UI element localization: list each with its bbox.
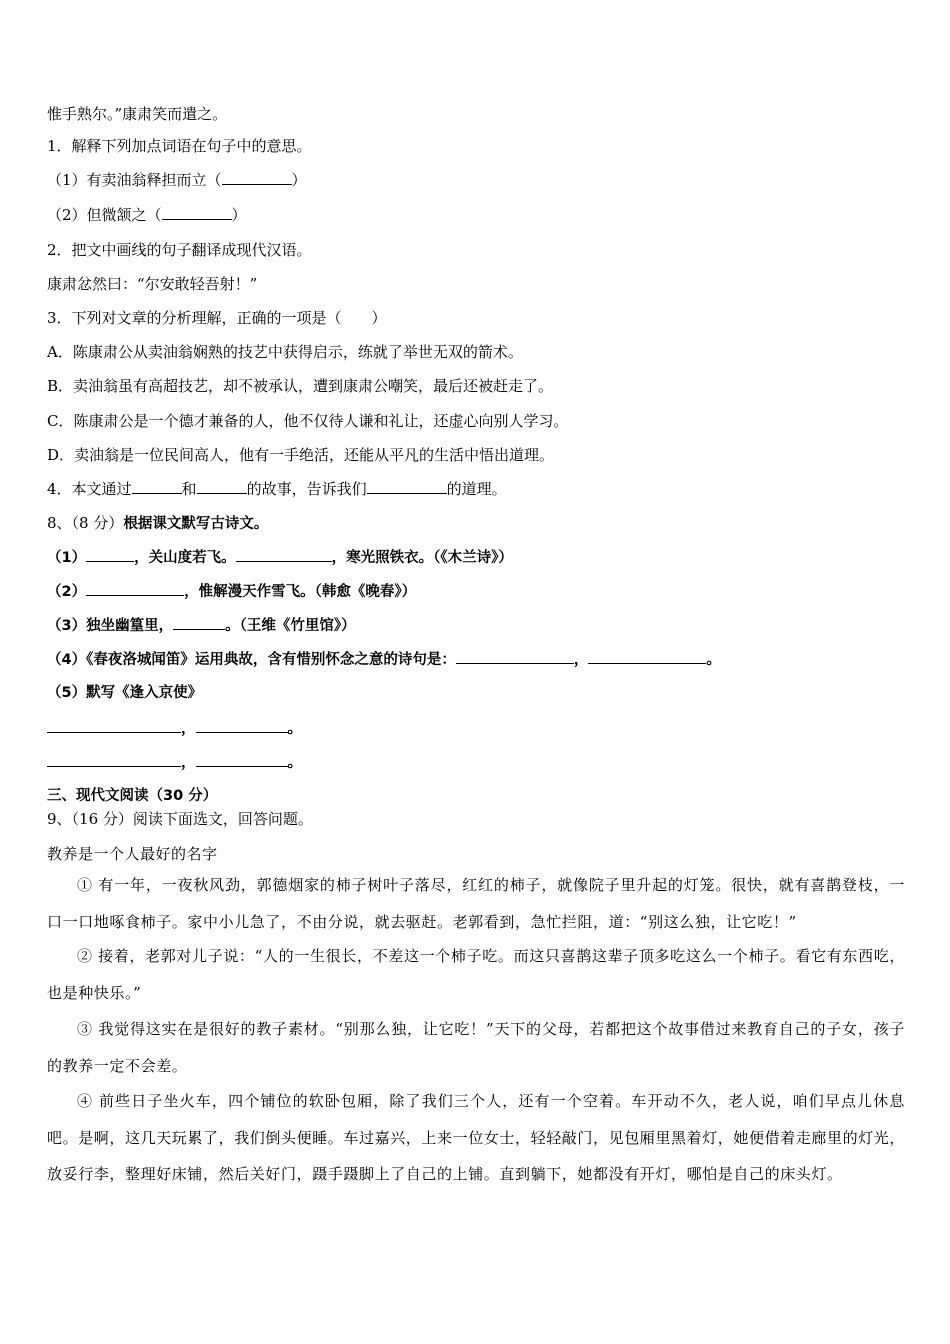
option-a: A．陈康肃公从卖油翁娴熟的技艺中获得启示，练就了举世无双的箭术。 (47, 343, 523, 361)
q8-comma: ， (181, 755, 196, 771)
q8-line-5: （5）默写《逢入京使》 (47, 685, 203, 701)
q8-period: 。 (287, 721, 302, 737)
answer-blank[interactable] (588, 649, 706, 664)
passage-ending: 惟手熟尔。”康肃笑而遣之。 (47, 105, 228, 123)
q8-l4-text: （4）《春夜洛城闻笛》运用典故，含有惜别怀念之意的诗句是： (47, 652, 456, 668)
q8-l1-label: （1） (47, 550, 87, 566)
article-paragraph-3: ③ 我觉得这实在是很好的教子素材。“别那么独，让它吃！”天下的父母，若都把这个故事借过来教育自己的子女，孩子的教养一定不会差。 (47, 1020, 905, 1075)
q8-line-4 (47, 649, 721, 670)
answer-blank[interactable] (132, 479, 182, 494)
answer-blank[interactable] (456, 649, 574, 664)
section-3-title: 三、现代文阅读（30 分） (47, 788, 218, 804)
question-1-item-2 (47, 205, 247, 225)
q8-line-7 (47, 752, 302, 773)
question-1-item-1 (47, 170, 307, 190)
option-b: B．卖油翁虽有高超技艺，却不被承认，遭到康肃公嘲笑，最后还被赶走了。 (47, 377, 554, 395)
q1-b-prefix: （2）但微颔之（ (47, 206, 162, 224)
question-2-sentence: 康肃忿然曰：“尔安敢轻吾射！” (47, 275, 258, 293)
q8-l1-text: ，关山度若飞。 (134, 550, 236, 566)
question-4 (47, 479, 507, 499)
answer-blank[interactable] (367, 479, 447, 494)
answer-blank[interactable] (162, 205, 232, 220)
answer-blank[interactable] (86, 547, 134, 562)
answer-blank[interactable] (197, 479, 247, 494)
answer-blank[interactable] (196, 718, 288, 733)
article-paragraph-4: ④ 前些日子坐火车，四个铺位的软卧包厢，除了我们三个人，还有一个空着。车开动不久，老人说，咱们早点儿休息吧。是啊，这几天玩累了，我们倒头便睡。车过嘉兴，上来一位女士，轻轻敲门，见包厢里黑着灯，她便借着走廊里的灯光，放妥行李，整理好床铺，然后关好门，蹑手蹑脚上了自己的上铺。直到躺下，她都没有开灯，哪怕是自己的床头灯。 (47, 1092, 906, 1183)
q8-l3-text: （3）独坐幽篁里， (47, 618, 174, 634)
q8-l2-label: （2） (47, 584, 87, 600)
option-d: D．卖油翁是一位民间高人，他有一手绝活，还能从平凡的生活中悟出道理。 (47, 446, 555, 464)
q1-b-suffix: ） (231, 206, 247, 224)
answer-blank[interactable] (47, 718, 181, 733)
answer-blank[interactable] (236, 547, 332, 562)
q4-part-2: 和 (181, 480, 197, 498)
q8-comma: ， (181, 721, 196, 737)
q4-part-3: 的故事，告诉我们 (246, 480, 367, 498)
q8-line-3 (47, 615, 356, 636)
q8-number: 8、（8 分） (47, 514, 124, 532)
question-1-stem: 1．解释下列加点词语在句子中的意思。 (47, 137, 312, 155)
q8-line-6 (47, 718, 302, 739)
article-title: 教养是一个人最好的名字 (47, 845, 218, 863)
answer-blank[interactable] (47, 752, 181, 767)
q8-title: 根据课文默写古诗文。 (123, 516, 269, 532)
article-paragraph-1: ① 有一年，一夜秋风劲，郭德烟家的柿子树叶子落尽，红红的柿子，就像院子里升起的灯笼。很快，就有喜鹊登枝，一口一口地啄食柿子。家中小儿急了，不由分说，就去驱赶。老郭看到，急忙拦阻，道：“别这么独，让它吃！” (47, 876, 905, 931)
q1-a-prefix: （1）有卖油翁释担而立（ (47, 171, 222, 189)
q8-l3-source: 。（王维《竹里馆》） (225, 618, 356, 634)
answer-blank[interactable] (173, 615, 225, 630)
answer-blank[interactable] (86, 581, 184, 596)
q4-part-4: 的道理。 (446, 480, 507, 498)
q8-l4-comma: ， (573, 652, 589, 668)
q8-l2-text: ，惟解漫天作雪飞。（韩愈《晚春》） (184, 584, 417, 600)
answer-blank[interactable] (196, 752, 288, 767)
article-paragraph-2: ② 接着，老郭对儿子说：“人的一生很长，不差这一个柿子吃。而这只喜鹊这辈子顶多吃这么一个柿子。看它有东西吃，也是种快乐。” (47, 947, 905, 1002)
q8-line-2 (47, 581, 416, 602)
option-c: C．陈康肃公是一个德才兼备的人，他不仅待人谦和礼让，还虚心向别人学习。 (47, 412, 569, 430)
q8-l1-source: ，寒光照铁衣。（《木兰诗》） (331, 550, 513, 566)
question-3-stem: 3．下列对文章的分析理解，正确的一项是（ ） (47, 309, 387, 327)
q8-line-1 (47, 547, 513, 568)
question-8-heading (47, 513, 268, 534)
q1-a-suffix: ） (291, 171, 307, 189)
question-9-stem: 9、（16 分）阅读下面选文，回答问题。 (47, 810, 313, 828)
question-2-stem: 2．把文中画线的句子翻译成现代汉语。 (47, 241, 312, 259)
q4-part-1: 4．本文通过 (47, 480, 132, 498)
q8-period: 。 (287, 755, 302, 771)
q8-l4-period: 。 (706, 652, 721, 668)
answer-blank[interactable] (222, 170, 292, 185)
